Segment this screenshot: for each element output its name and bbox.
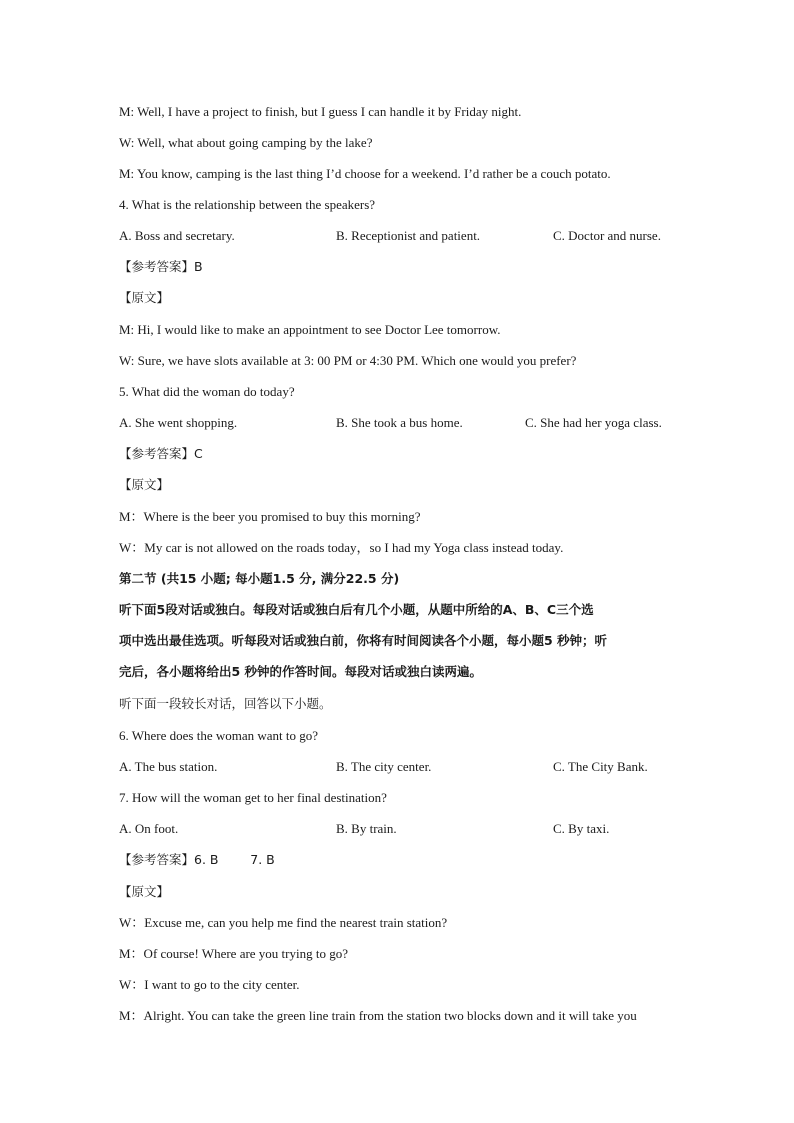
option-4a: A. Boss and secretary. — [119, 228, 235, 243]
instruction-line: 项中选出最佳选项。听每段对话或独白前，你将有时间阅读各个小题，每小题5 秒钟；听 — [119, 633, 608, 648]
answer-5: 【参考答案】C — [119, 446, 203, 461]
transcript-heading-4: 【原文】 — [119, 290, 170, 305]
option-5c: C. She had her yoga class. — [525, 415, 662, 430]
dialogue-line: W: Sure, we have slots available at 3: 00 PM or 4:30 PM. Which one would you prefer? — [119, 353, 577, 368]
option-6c: C. The City Bank. — [553, 759, 648, 774]
dialogue-line: W: Well, what about going camping by the lake? — [119, 135, 373, 150]
option-4b: B. Receptionist and patient. — [336, 228, 481, 243]
option-7a: A. On foot. — [119, 821, 179, 836]
option-7b: B. By train. — [336, 821, 397, 836]
option-4c: C. Doctor and nurse. — [553, 228, 661, 243]
instruction-line: 完后，各小题将给出5 秒钟的作答时间。每段对话或独白读两遍。 — [119, 664, 483, 679]
section-heading: 第二节 (共15 小题; 每小题1.5 分, 满分22.5 分) — [119, 571, 400, 586]
dialogue-line: M: Hi, I would like to make an appointment to see Doctor Lee tomorrow. — [119, 322, 501, 337]
dialogue-line: M：Where is the beer you promised to buy this morning? — [119, 509, 421, 524]
option-5b: B. She took a bus home. — [336, 415, 463, 430]
option-6a: A. The bus station. — [119, 759, 218, 774]
dialogue-line: M: You know, camping is the last thing I’d choose for a weekend. I’d rather be a couch potato. — [119, 166, 611, 181]
dialogue-line: W：Excuse me, can you help me find the nearest train station? — [119, 915, 448, 930]
question-7: 7. How will the woman get to her final destination? — [119, 790, 387, 805]
option-6b: B. The city center. — [336, 759, 432, 774]
dialogue-line: W：I want to go to the city center. — [119, 977, 300, 992]
listening-prompt: 听下面一段较长对话，回答以下小题。 — [119, 696, 332, 711]
dialogue-line: M: Well, I have a project to finish, but I guess I can handle it by Friday night. — [119, 104, 522, 119]
instruction-line: 听下面5段对话或独白。每段对话或独白后有几个小题，从题中所给的A、B、C三个选 — [119, 602, 594, 617]
dialogue-line: M：Alright. You can take the green line train from the station two blocks down and it will take you — [119, 1008, 637, 1023]
question-4: 4. What is the relationship between the speakers? — [119, 197, 376, 212]
answer-6-7: 【参考答案】6. B 7. B — [119, 852, 275, 867]
option-7c: C. By taxi. — [553, 821, 610, 836]
question-5: 5. What did the woman do today? — [119, 384, 295, 399]
option-5a: A. She went shopping. — [119, 415, 238, 430]
dialogue-line: M：Of course! Where are you trying to go? — [119, 946, 348, 961]
transcript-heading-6-7: 【原文】 — [119, 884, 170, 899]
dialogue-line: W：My car is not allowed on the roads today，so I had my Yoga class instead today. — [119, 540, 564, 555]
question-6: 6. Where does the woman want to go? — [119, 728, 319, 743]
transcript-heading-5: 【原文】 — [119, 477, 170, 492]
answer-4: 【参考答案】B — [119, 259, 203, 274]
